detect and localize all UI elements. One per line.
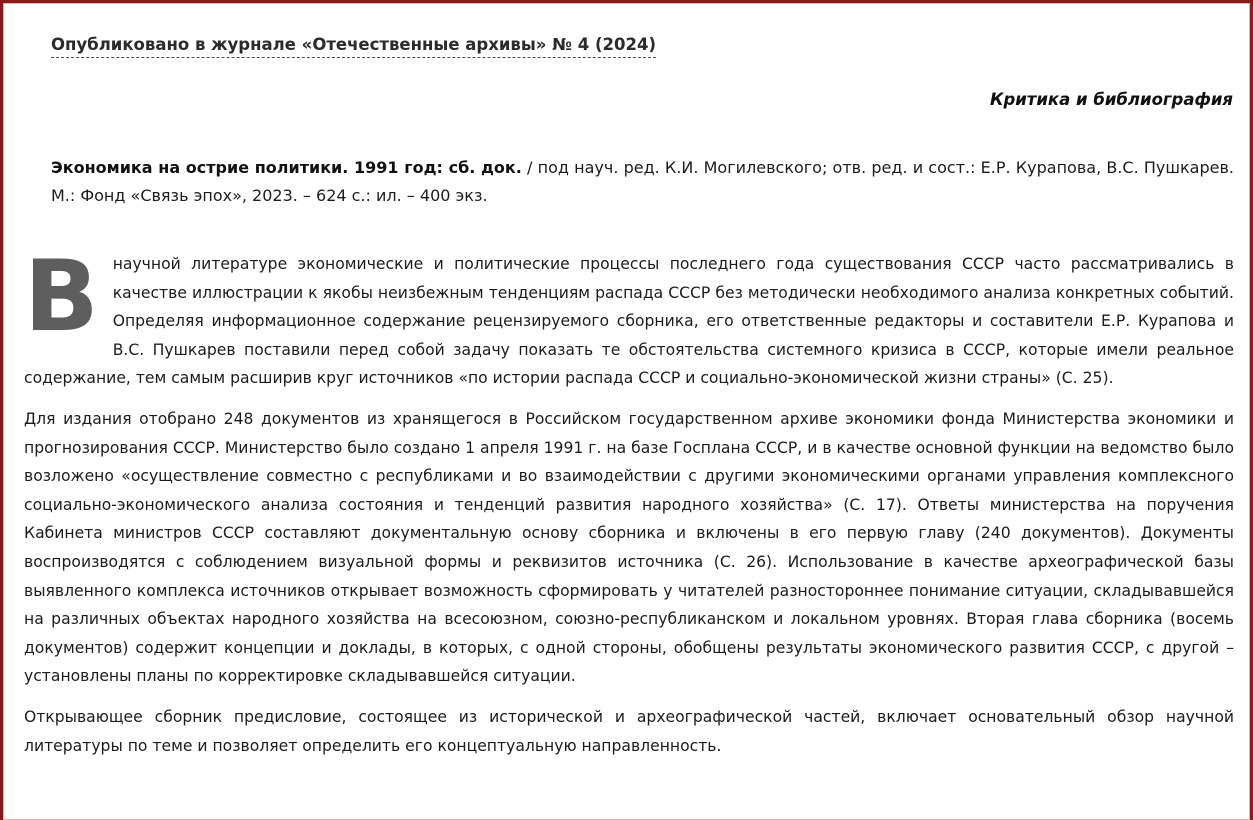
paragraph-1-text: научной литературе экономические и политические процессы последнего года существования СССР часто рассматривались в качестве иллюстрации к якобы неизбежным тенденциям распада СССР без методически необходимого анализа конкретных событий. Определяя информационное содержание рецензируемого сборника, его ответственные редакторы и составители Е.Р. Курапова и В.С. Пушкарев поставили перед собой задачу показать те обстоятельства системного кризиса в СССР, которые имели реальное содержание, тем самым расширив круг источников «по истории распада СССР и социально-экономической жизни страны» (С. 25). [24, 255, 1234, 388]
citation-title: Экономика на острие политики. 1991 год: сб. док. [51, 158, 522, 177]
citation-details: / под науч. ред. К.И. Могилевского; отв. ред. и сост.: Е.Р. Курапова, В.С. Пушкарев. М.: Фонд «Связь эпох», 2023. – 624 с.: ил. – 400 экз. [51, 158, 1234, 205]
article-paragraph-2: Для издания отобрано 248 документов из хранящегося в Российском государственном архиве экономики фонда Министерства экономики и прогнозирования СССР. Министерство было создано 1 апреля 1991 г. на базе Госплана СССР, и в качестве основной функции на ведомство было возложено «осуществление совместно с республиками и во взаимодействии с другими экономическими органами управления комплексного социально-экономического анализа состояния и тенденций развития народного хозяйства» (С. 17). Ответы министерства на поручения Кабинета министров СССР составляют документальную основу сборника и включены в его первую главу (240 документов). Документы воспроизводятся с соблюдением визуальной формы и реквизитов источника (С. 26). Использование в качестве археографической базы выявленного комплекса источников открывает возможность сформировать у читателей разностороннее понимание ситуации, складывавшейся на различных объектах народного хозяйства на всесоюзном, союзно-республиканском и локальном уровнях. Вторая глава сборника (восемь документов) содержит концепции и доклады, в которых, с одной стороны, обобщены результаты экономического развития СССР, с другой – установлены планы по корректировке складывавшейся ситуации. [24, 409, 1234, 686]
publication-link[interactable]: Опубликовано в журнале «Отечественные архивы» № 4 (2024) [51, 34, 656, 58]
section-label: Критика и библиография [989, 90, 1233, 109]
bibliographic-citation [51, 154, 1234, 210]
article-paragraph-3: Открывающее сборник предисловие, состоящее из исторической и археографической частей, включает основательный обзор научной литературы по теме и позволяет определить его концептуальную направленность. [24, 707, 1234, 755]
article-paragraph-1 [24, 240, 1234, 393]
article-body [24, 240, 1234, 772]
drop-cap: В [24, 240, 99, 354]
